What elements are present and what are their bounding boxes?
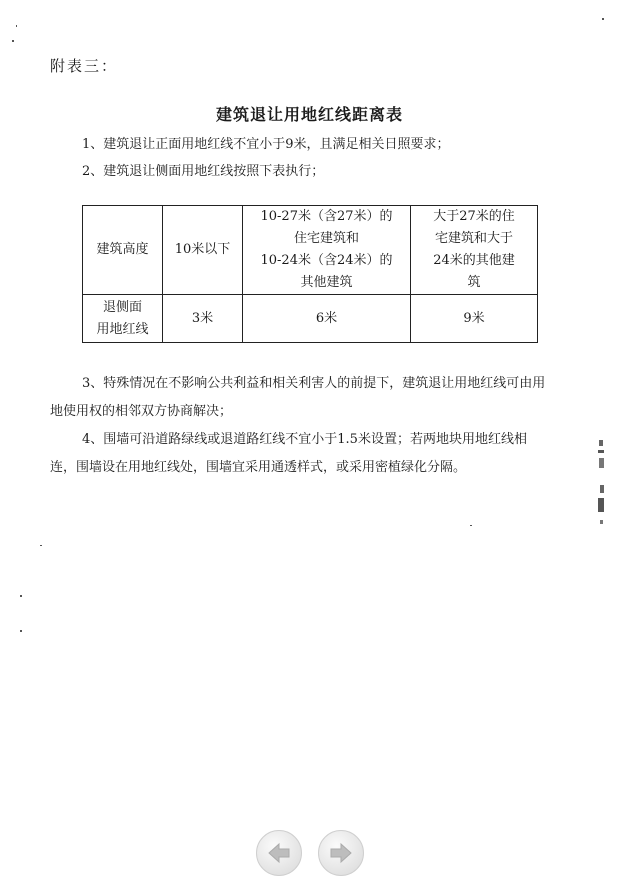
header-label: 建筑高度 bbox=[96, 242, 149, 257]
next-page-button[interactable] bbox=[318, 830, 364, 876]
paragraph-side-setback: 2、建筑退让侧面用地红线按照下表执行； bbox=[82, 164, 325, 179]
arrow-right-icon bbox=[319, 831, 363, 875]
scan-speck bbox=[40, 545, 42, 546]
table-row bbox=[83, 295, 538, 343]
scan-speck bbox=[12, 40, 14, 42]
table-header-cell bbox=[243, 206, 411, 295]
header-col2-line: 住宅建筑和 bbox=[293, 231, 359, 246]
table-cell bbox=[83, 295, 163, 343]
attachment-label: 附表三： bbox=[50, 57, 119, 75]
paragraph-front-setback: 1、建筑退让正面用地红线不宜小于9米，且满足相关日照要求； bbox=[82, 137, 450, 152]
scan-speck bbox=[20, 630, 22, 632]
header-col2-line: 10-24米（含24米）的 bbox=[260, 253, 393, 268]
table-cell: 3米 bbox=[163, 295, 243, 343]
table-cell: 6米 bbox=[243, 295, 411, 343]
prev-page-button[interactable] bbox=[256, 830, 302, 876]
table-header-cell bbox=[411, 206, 538, 295]
header-col3-line: 筑 bbox=[467, 275, 481, 290]
table-header-cell bbox=[83, 206, 163, 295]
margin-binding-marks bbox=[596, 440, 608, 530]
header-col3-line: 24米的其他建 bbox=[433, 253, 515, 268]
page-title: 建筑退让用地红线距离表 bbox=[215, 105, 403, 124]
table-cell: 9米 bbox=[411, 295, 538, 343]
arrow-left-icon bbox=[257, 831, 301, 875]
header-col2-line: 其他建筑 bbox=[300, 275, 353, 290]
table-row bbox=[83, 206, 538, 295]
header-col1: 10米以下 bbox=[174, 242, 231, 257]
scan-speck bbox=[470, 525, 472, 526]
table-header-cell bbox=[163, 206, 243, 295]
header-col2-line: 10-27米（含27米）的 bbox=[260, 209, 393, 224]
header-col3-line: 宅建筑和大于 bbox=[434, 231, 513, 246]
scan-speck bbox=[16, 25, 17, 27]
paragraph-special-cases: 3、特殊情况在不影响公共利益和相关利害人的前提下，建筑退让用地红线可由用地使用权的相邻双方协商解决； bbox=[50, 376, 546, 419]
row-label-line: 退侧面 bbox=[102, 299, 142, 315]
scan-speck bbox=[602, 18, 604, 20]
row-label-line: 用地红线 bbox=[96, 321, 149, 337]
paragraph-fence-rules: 4、围墙可沿道路绿线或退道路红线不宜小于1.5米设置；若两地块用地红线相连，围墙设在用地红线处，围墙宜采用通透样式，或采用密植绿化分隔。 bbox=[50, 432, 527, 475]
setback-table bbox=[82, 205, 538, 343]
scan-speck bbox=[20, 595, 22, 597]
header-col3-line: 大于27米的住 bbox=[433, 209, 515, 224]
